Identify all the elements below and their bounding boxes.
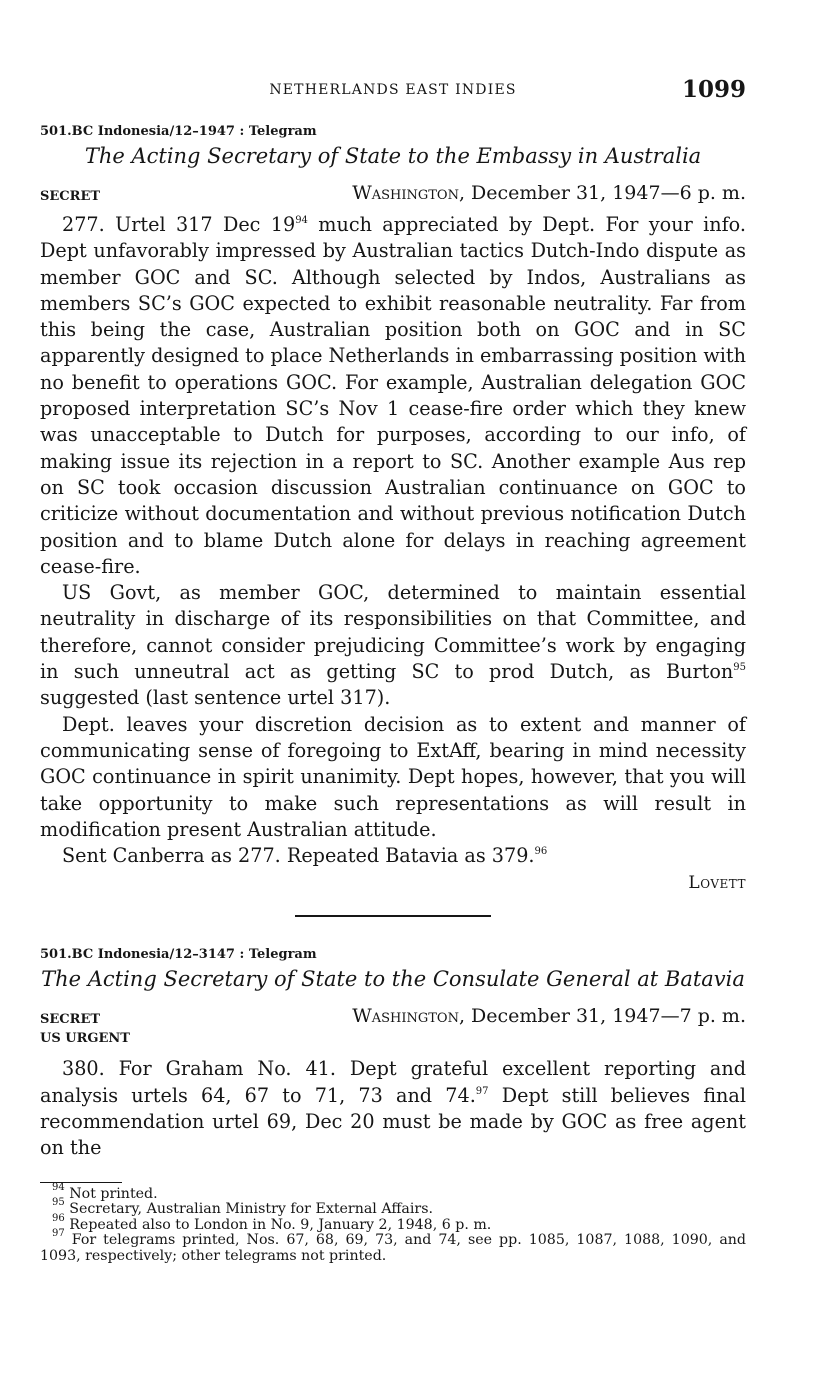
body-paragraph: Dept. leaves your discretion decision as to extent and manner of communicating sense of foregoing to ExtAff, bearing in mind necessity GOC continuance in spirit unanimity. Dept hopes, however, that you will take opportunity to make such representations as will result in modification present Australian attitude. (40, 712, 746, 841)
paragraph-text: much appreciated by Dept. For your info. Dept unfavorably impressed by Australian tactics Dutch-Indo dispute as member GOC and SC. Although selected by Indos, Australians as members SC’s GOC expected to exhibit reasonable neutrality. Far from this being the case, Australian position both on GOC and in SC apparently designed to place Netherlands in embarrassing position with no benefit to operations GOC. For example, Australian delegation GOC proposed interpretation SC’s Nov 1 cease-fire order which they knew was unacceptable to Dutch for purposes, according to our info, of making issue its rejection in a report to SC. Another example Aus rep on SC took occasion discussion Australian continuance on GOC to criticize without documentation and without previous notification Dutch position and to blame Dutch alone for delays in reaching agreement cease-fire. (40, 213, 746, 578)
footnote-number: 95 (52, 1197, 65, 1209)
running-title: NETHERLANDS EAST INDIES (269, 82, 517, 98)
urgency-label: US URGENT (40, 1031, 130, 1047)
footnote (40, 1181, 746, 1203)
file-reference: 501.BC Indonesia/12–3147 : Telegram (40, 947, 317, 963)
date: , December 31, 1947—7 p. m. (458, 1005, 746, 1028)
place-date (352, 1005, 746, 1027)
dateline (40, 182, 746, 212)
date: , December 31, 1947—6 p. m. (458, 182, 746, 204)
classification-label: SECRET (40, 1012, 101, 1028)
document-title: The Acting Secretary of State to the Consulate General at Batavia (41, 967, 745, 992)
paragraph-text: 380. For Graham No. 41. Dept grateful excellent reporting and analysis urtels 64, 67 to 71, 73 and 74. (40, 1057, 746, 1107)
body-paragraph (40, 1056, 746, 1161)
paragraph-text: Dept still believes final recommendation urtel 69, Dec 20 must be made by GOC as free agent on the (40, 1083, 746, 1160)
signature: Lovett (688, 873, 746, 894)
footnote-number: 97 (52, 1228, 65, 1240)
file-reference: 501.BC Indonesia/12–1947 : Telegram (40, 124, 317, 139)
footnote-number: 94 (52, 1181, 65, 1193)
section-divider (295, 915, 491, 917)
footnote-text: Repeated also to London in No. 9, January 2, 1948, 6 p. m. (64, 1216, 492, 1233)
classification-label: SECRET (40, 189, 101, 204)
footnote-ref: 97 (475, 1085, 489, 1097)
document-title: The Acting Secretary of State to the Embassy in Australia (84, 144, 702, 168)
footnote (40, 1228, 746, 1264)
telegram-380 (40, 947, 746, 1161)
place-date (352, 182, 746, 204)
footnote-ref: 94 (295, 215, 308, 226)
footnotes (40, 1181, 746, 1265)
dateline (40, 1005, 746, 1035)
paragraph-text: suggested (last sentence urtel 317). (40, 686, 391, 710)
place: Washington (352, 1005, 459, 1028)
footnote-ref: 96 (534, 846, 548, 858)
body-paragraph (40, 580, 746, 711)
place: Washington (352, 182, 459, 204)
body-paragraph (40, 212, 746, 580)
footnote-text: Not printed. (64, 1185, 158, 1202)
footnote-text: Secretary, Australian Ministry for External Affairs. (64, 1201, 433, 1218)
footnote-text: For telegrams printed, Nos. 67, 68, 69, 73, and 74, see pp. 1085, 1087, 1088, 1090, and 1093, respectively; other telegrams not printed. (40, 1232, 746, 1264)
paragraph-text: 277. Urtel 317 Dec 19 (62, 213, 296, 236)
footnote-number: 96 (52, 1212, 65, 1224)
page-number: 1099 (681, 76, 746, 103)
paragraph-text: US Govt, as member GOC, determined to maintain essential neutrality in discharge of its responsibilities on that Committee, and therefore, cannot consider prejudicing Committee’s work by engaging in such unneutral act as getting SC to prod Dutch, as Burton (40, 581, 746, 684)
footnote (40, 1197, 746, 1218)
paragraph-text: Sent Canberra as 277. Repeated Batavia as 379. (62, 844, 535, 868)
running-head (40, 76, 746, 110)
body-paragraph (40, 843, 746, 869)
footnote-ref: 95 (733, 662, 746, 674)
page (40, 76, 746, 1265)
telegram-277 (40, 124, 746, 893)
